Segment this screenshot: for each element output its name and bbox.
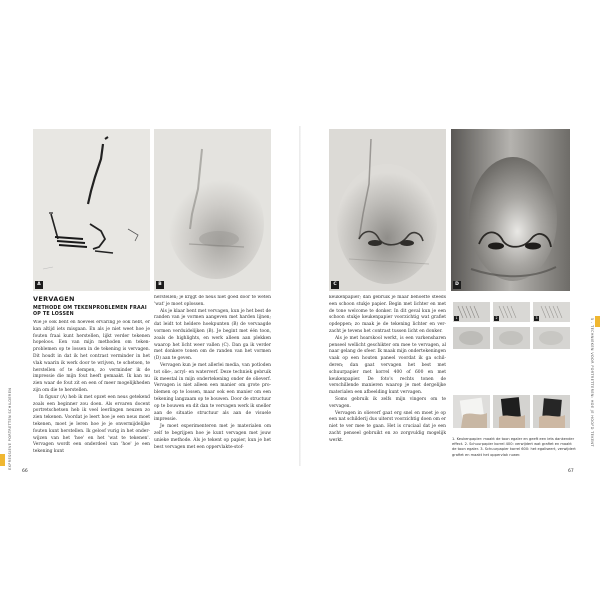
paragraph: herstellen; je krijgt de neus niet goed door te weten 'wat' je moet oplossen. — [154, 295, 271, 307]
running-head-right: 5 - TECHNIEKEN VOOR PORTRETTEREN: HOE JE HOOFD TEKENT — [590, 318, 594, 447]
photo-b-blended-nose — [154, 129, 271, 291]
swatch-label: 1 — [455, 316, 458, 320]
right-body-column — [329, 295, 446, 460]
page-number-left: 66 — [22, 469, 28, 474]
swatch-blended-1 — [453, 327, 490, 349]
section-heading: VERVAGEN — [33, 295, 75, 303]
book-spine — [299, 126, 301, 466]
paragraph: keukenpapier; dan gebruik je maar behoefte steeds een schoon stukje papier. Begin met lichter en met de tone welcome te donker. In dit geval kun je een schoon stukje keukenpapier voorzichtig wat grafiet opdeppen; zo maak je de tekening lichter en ver-zacht je tevens het contrast tussen licht en donker. — [329, 295, 446, 334]
swatch-blended-3 — [533, 327, 570, 349]
photo-c-nose-midtones — [329, 129, 446, 291]
page-number-right: 67 — [568, 469, 574, 474]
swatch-tone-1 — [453, 302, 490, 322]
paragraph: In figuur (A) heb ik met opzet een neus getekend zoals een beginner zou doen. Als ervaren docent portretschetsen heb ik veel leerlingen neuzen zo zien tekenen. Voordat je leert hoe je een neus moet tekenen, moet je leren hoe je je onvermijdelijke fouten kunt herstellen. Ik geloof vurig in het onder-wijzen van het 'hoe' en het 'wat te tekenen'. Vervagen wordt een onderdeel van 'hoe' je een tekening kunt — [33, 394, 150, 455]
paragraph: Je moet experimenteren met je materialen om zelf te begrijpen hoe je kunt vervagen met jouw unieke methode. Als je tekent op papier, kun je het best vervagen met een oppervlakte-stof- — [154, 424, 271, 450]
tool-sandpaper-600 — [533, 395, 570, 428]
swatch-blended-2 — [493, 327, 530, 349]
paragraph: Als je klaar bent met vervagen, kun je het best de randen van je vormen aangeven met harden lijnen; dat leidt tot heldere hoekpunten (B) de vervaagde vormen verduidelijken (B). Je begint met één toon, zoals de highlights, en werk alleen aan plekken waarop het licht weer vallen (C). Dan ga ik verder met donkere tonen om de randen van het vormen (D) aan te geven. — [154, 308, 271, 362]
paragraph: Als je met hoarskool werkt, is een varkensharen penseel wellicht geschikter om mee te vervagen, al naar gelang de sfeer. Ik maak mijn ondertekeningen vaak op een houten paneel voordat ik ga schil-deren; dan gaat vervagen het best met schuurpapier met korrel 400 of 600 en met keukenpapier. De foto's rechts tonen de verschillende manieren waarop je met dergelijke materialen een afbeelding kunt vervagen. — [329, 335, 446, 396]
swatch-tone-2 — [493, 302, 530, 322]
left-body-column-2 — [154, 295, 271, 460]
swatch-label: 3 — [535, 316, 538, 320]
accent-tab-right — [595, 316, 600, 327]
swatch-label: 2 — [495, 316, 498, 320]
photo-d-finished-nose — [451, 129, 570, 291]
tool-paper-towel — [453, 395, 490, 428]
figure-caption: 1. Keukenpapier: maakt de toon egaler en geeft een iets dankender effect. 2. Schuurpapier korrel 400: verwijdert wat grafiet en maakt de toon egaler. 3. Schuurpapier korrel 600: het egaliseert, verwijdert grafiet en maakt het oppervlak ruwer. — [452, 437, 576, 457]
photo-b-label: B — [156, 281, 164, 289]
paragraph: Vervagen kun je met allerlei media, van potloden tot olie-, acryl- en waterverf. Deze techniek gebruik ik meestal in mijn ondertekening onder de olieverf. Vervagen is niet alleen een manier om grote pro-blemen op te lossen, maar ook een manier om een tekening langzaam op te bouwen. Door de structuur op te bouwen en dit dan te vervagen werk ik sneller aan de situatie structuur als aan de visuele impressie. — [154, 362, 271, 423]
accent-tab-left — [0, 454, 5, 466]
photo-a-line-sketch — [33, 129, 150, 291]
photo-d-label: D — [453, 281, 461, 289]
photo-c-label: C — [331, 281, 339, 289]
tool-sandpaper-400 — [493, 395, 530, 428]
paragraph: Vervagen in olieverf gaat erg snel en moet je op een nat schilderij dus uiterst voorzichtig doen om er niet te ver mee te gaan. Het is cruciaal dat je een zacht penseel gebruikt en zo zorgvuldig mogelijk werkt. — [329, 410, 446, 443]
section-subheading: METHODE OM TEKENPROBLEMEN FRAAI OP TE LOSSEN — [33, 306, 147, 317]
left-body-column-1 — [33, 320, 150, 460]
photo-a-label: A — [35, 281, 43, 289]
paragraph: Soms gebruik ik zelfs mijn vingers om te vervagen. — [329, 396, 446, 409]
paragraph: Wie je ook bent en hoeveel ervaring je ook hebt, er kan altijd iets misgaan. En als je niet weet hoe je fouten fraai kunt herstellen, lijkt verder tekenen hopeloos. Een van mijn methoden om teken-problemen op te lossen in de tekening is vervagen. Dit houdt in dat ik het contrast verminder in het vlak waarin ik werk door te wrijven, te schetsen, te herstellen of te dempen, zo verminder ik de impressie die mijn fout heeft gemaakt. Ik kan nu zien waar de fout zit en een of meer mogelijkheden zijn om die te herstellen. — [33, 320, 150, 393]
running-head-left: EXPRESSIEVE PORTRETTEN SCHILDEREN — [8, 387, 12, 470]
swatch-tone-3 — [533, 302, 570, 322]
